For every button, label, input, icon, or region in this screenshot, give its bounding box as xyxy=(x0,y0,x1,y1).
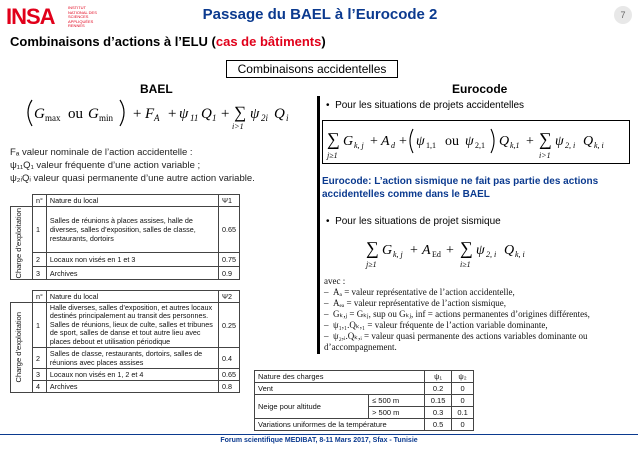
svg-text:2, i: 2, i xyxy=(486,250,497,259)
svg-text:2,1: 2,1 xyxy=(475,141,485,150)
table-row xyxy=(255,383,474,395)
svg-text:1: 1 xyxy=(212,113,217,123)
row-nature: Halle diverses, salles d’exposition, et autres locaux destinés principalement au transit des personnes. Salles de réunions, lieux de culte, salles et tribunes de sport, salles de danse et tout autre lieu avec places debout et utilisation périodique xyxy=(46,303,218,348)
svg-text:Q: Q xyxy=(504,243,515,258)
table-row xyxy=(11,303,240,348)
svg-text:k, j: k, j xyxy=(354,141,364,150)
insa-logo xyxy=(6,2,106,32)
svg-text:Q: Q xyxy=(499,134,510,149)
eurocode-seismic-note: Eurocode: L’action sismique ne fait pas partie des actions accidentelles comme dans le BAEL xyxy=(322,176,599,200)
row-psi: 0.65 xyxy=(219,369,240,381)
svg-text:+: + xyxy=(132,106,143,122)
row-nature: Salles de réunions à places assises, halle de diverses, salles d’exposition, salles de classe, restaurants, dortoirs xyxy=(46,207,218,253)
svg-text:A: A xyxy=(154,113,160,123)
svg-text:i>1: i>1 xyxy=(232,122,244,131)
col-header-psi2: ψ₂ xyxy=(452,371,474,383)
row-nature: Neige pour altitude xyxy=(255,395,369,419)
svg-text:ψ: ψ xyxy=(416,134,425,149)
row-psi: 0.75 xyxy=(219,253,240,267)
row-number: 3 xyxy=(33,266,47,280)
svg-text:A: A xyxy=(422,243,431,258)
avec-item: – Gₖ,ⱼ = Gₖⱼ, sup ou Gₖⱼ, inf = actions permanentes d’origines différentes, xyxy=(324,309,590,319)
table-row xyxy=(11,369,240,381)
avec-item-text: ψ₁,₁.Qₖ,₁ = valeur fréquente de l’action variable dominante, xyxy=(333,320,548,330)
table-row xyxy=(11,348,240,369)
svg-text:ou: ou xyxy=(68,106,83,122)
logo-word: INSA xyxy=(6,4,55,29)
footer-text: Forum scientifique MEDIBAT, 8-11 Mars 2017, Sfax - Tunisie xyxy=(220,437,418,444)
row-nature: Archives xyxy=(46,381,218,393)
row-psi1: 0.3 xyxy=(425,407,452,419)
svg-text:G: G xyxy=(34,106,45,122)
avec-item: – Aₑₐ = valeur représentative de l’action sismique, xyxy=(324,298,507,308)
svg-text:k, i: k, i xyxy=(515,250,525,259)
svg-text:j≥1: j≥1 xyxy=(327,151,338,160)
legend-line-psi11: ψ₁₁Q₁ valeur fréquente d’une action variable ; xyxy=(10,160,201,171)
svg-text:∑: ∑ xyxy=(539,129,552,149)
svg-text:ψ: ψ xyxy=(465,134,474,149)
svg-text:∑: ∑ xyxy=(460,238,473,258)
row-psi: 0.9 xyxy=(219,266,240,280)
col-header-n: n° xyxy=(33,291,47,303)
svg-text:G: G xyxy=(88,106,99,122)
row-nature: Vent xyxy=(255,383,425,395)
svg-text:+: + xyxy=(167,106,178,122)
slide-title: Passage du BAEL à l’Eurocode 2 xyxy=(202,6,438,23)
accidental-combinations-box: Combinaisons accidentelles xyxy=(226,60,398,78)
svg-text:+: + xyxy=(370,134,378,149)
svg-text:ψ: ψ xyxy=(179,106,189,122)
bullet-accidental: • Pour les situations de projets accidentelles xyxy=(326,100,525,111)
row-psi: 0.25 xyxy=(219,303,240,348)
avec-title: avec : xyxy=(324,276,346,286)
bael-formula-graphic xyxy=(12,96,312,132)
col-header-psi1: Ψ1 xyxy=(219,195,240,207)
subtitle-suffix: ) xyxy=(321,34,326,49)
svg-text:+: + xyxy=(399,134,407,149)
svg-text:k, j: k, j xyxy=(393,250,403,259)
svg-text:11: 11 xyxy=(190,113,199,123)
row-nature: Locaux non visés en 1 et 3 xyxy=(46,253,218,267)
svg-text:1,1: 1,1 xyxy=(426,141,436,150)
svg-text:Q: Q xyxy=(274,106,285,122)
avec-item: – ψ₂,ᵢ.Qₖ,ᵢ = valeur quasi permanente des actions variables dominante ou d’accompagnement. xyxy=(324,331,588,352)
eurocode-accidental-formula-graphic xyxy=(323,121,629,163)
group-cell xyxy=(11,303,33,393)
row-nature: Salles de classe, restaurants, dortoirs, salles de réunions avec places assises xyxy=(46,348,218,369)
svg-text:ou: ou xyxy=(445,134,459,149)
table-row xyxy=(11,207,240,253)
row-number: 2 xyxy=(33,253,47,267)
bael-formula xyxy=(12,96,312,132)
column-divider xyxy=(317,96,320,354)
bullet-accidental-text: Pour les situations de projets accidentelles xyxy=(335,100,525,111)
row-psi2: 0 xyxy=(452,383,474,395)
avec-item-text: Aₐ = valeur représentative de l’action accidentelle, xyxy=(333,287,515,297)
svg-text:+: + xyxy=(410,243,418,258)
col-header-nature: Nature du local xyxy=(46,291,218,303)
row-altitude: ≤ 500 m xyxy=(369,395,425,407)
svg-text:F: F xyxy=(145,106,155,122)
table-row xyxy=(255,419,474,431)
svg-text:G: G xyxy=(343,134,354,149)
psi2-table xyxy=(10,290,240,393)
row-psi1: 0.2 xyxy=(425,383,452,395)
subtitle-highlight: cas de bâtiments xyxy=(215,34,322,49)
legend-line-psi2i: ψ₂ᵢQᵢ valeur quasi permanente d’une autre action variable. xyxy=(10,173,255,184)
bullet-seismic-text: Pour les situations de projet sismique xyxy=(335,216,501,227)
svg-text:ψ: ψ xyxy=(476,243,485,258)
avec-item-text: Gₖ,ⱼ = Gₖⱼ, sup ou Gₖⱼ, inf = actions permanentes d’origines différentes, xyxy=(333,309,590,319)
row-number: 1 xyxy=(33,303,47,348)
svg-text:+: + xyxy=(220,106,231,122)
row-number: 4 xyxy=(33,381,47,393)
row-number: 1 xyxy=(33,207,47,253)
row-psi1: 0.5 xyxy=(425,419,452,431)
row-psi1: 0.15 xyxy=(425,395,452,407)
svg-text:G: G xyxy=(382,243,393,258)
svg-text:∑: ∑ xyxy=(327,129,340,149)
row-number: 2 xyxy=(33,348,47,369)
avec-item-text: ψ₂,ᵢ.Qₖ,ᵢ = valeur quasi permanente des actions variables dominante ou d’accompagnement. xyxy=(324,331,588,352)
row-psi: 0.8 xyxy=(219,381,240,393)
row-psi2: 0 xyxy=(452,395,474,407)
svg-text:+: + xyxy=(526,134,534,149)
table-row xyxy=(11,253,240,267)
col-header-psi2: Ψ2 xyxy=(219,291,240,303)
col-header-nature: Nature des charges xyxy=(255,371,425,383)
page-number: 7 xyxy=(614,6,632,24)
table-header-row xyxy=(11,195,240,207)
row-number: 3 xyxy=(33,369,47,381)
avec-item-text: Aₑₐ = valeur représentative de l’action sismique, xyxy=(333,298,507,308)
svg-text:k,1: k,1 xyxy=(510,141,520,150)
row-psi2: 0 xyxy=(452,419,474,431)
row-nature: Variations uniformes de la température xyxy=(255,419,425,431)
row-nature: Locaux non visés en 1, 2 et 4 xyxy=(46,369,218,381)
svg-text:Ed: Ed xyxy=(432,250,441,259)
svg-text:max: max xyxy=(45,113,61,123)
table-row xyxy=(11,266,240,280)
svg-text:2i: 2i xyxy=(261,113,269,123)
table-header-row xyxy=(11,291,240,303)
svg-text:i>1: i>1 xyxy=(539,151,551,160)
svg-text:∑: ∑ xyxy=(234,103,247,122)
svg-text:A: A xyxy=(381,134,390,149)
avec-item: – Aₐ = valeur représentative de l’action accidentelle, xyxy=(324,287,515,297)
table-row xyxy=(255,395,474,407)
psi1-table xyxy=(10,194,240,280)
eurocode-accidental-formula xyxy=(322,120,630,164)
logo-subtext: INSTITUT NATIONAL DES SCIENCES APPLIQUÉES RENNES xyxy=(68,5,97,29)
svg-text:ψ: ψ xyxy=(250,106,260,122)
row-psi: 0.65 xyxy=(219,207,240,253)
group-cell xyxy=(11,207,33,280)
col-header-psi1: ψ₁ xyxy=(425,371,452,383)
eurocode-seismic-formula-graphic xyxy=(364,232,554,272)
eurocode-heading: Eurocode xyxy=(452,82,508,96)
avec-item: – ψ₁,₁.Qₖ,₁ = valeur fréquente de l’action variable dominante, xyxy=(324,320,548,330)
col-header-n: n° xyxy=(33,195,47,207)
svg-text:2, i: 2, i xyxy=(565,141,576,150)
row-altitude: > 500 m xyxy=(369,407,425,419)
table-header-row xyxy=(255,371,474,383)
svg-text:i: i xyxy=(286,113,289,123)
svg-text:Q: Q xyxy=(583,134,594,149)
row-psi2: 0.1 xyxy=(452,407,474,419)
psi-climatic-table xyxy=(254,370,474,431)
table-row xyxy=(11,381,240,393)
svg-text:k, i: k, i xyxy=(594,141,604,150)
svg-text:∑: ∑ xyxy=(366,238,379,258)
bael-heading: BAEL xyxy=(140,82,173,96)
col-header-nature: Nature du local xyxy=(46,195,218,207)
bael-legend xyxy=(10,146,315,185)
eurocode-seismic-formula xyxy=(364,232,554,272)
svg-text:d: d xyxy=(391,141,395,150)
row-nature: Archives xyxy=(46,266,218,280)
row-psi: 0.4 xyxy=(219,348,240,369)
group-label: Charge d’exploitation xyxy=(14,312,23,383)
subtitle-prefix: Combinaisons d’actions à l’ELU ( xyxy=(10,34,216,49)
group-label: Charge d’exploitation xyxy=(14,208,23,279)
svg-text:j≥1: j≥1 xyxy=(366,260,377,269)
eurocode-definitions xyxy=(324,276,632,353)
svg-text:min: min xyxy=(99,113,114,123)
slide-subtitle xyxy=(10,34,326,49)
legend-line-fa: Fₐ valeur nominale de l’action accidentelle : xyxy=(10,147,193,158)
bullet-seismic: • Pour les situations de projet sismique xyxy=(326,216,501,227)
svg-text:i≥1: i≥1 xyxy=(460,260,471,269)
svg-text:Q: Q xyxy=(201,106,212,122)
svg-text:+: + xyxy=(446,243,454,258)
svg-text:ψ: ψ xyxy=(555,134,564,149)
footer-divider xyxy=(0,434,638,435)
